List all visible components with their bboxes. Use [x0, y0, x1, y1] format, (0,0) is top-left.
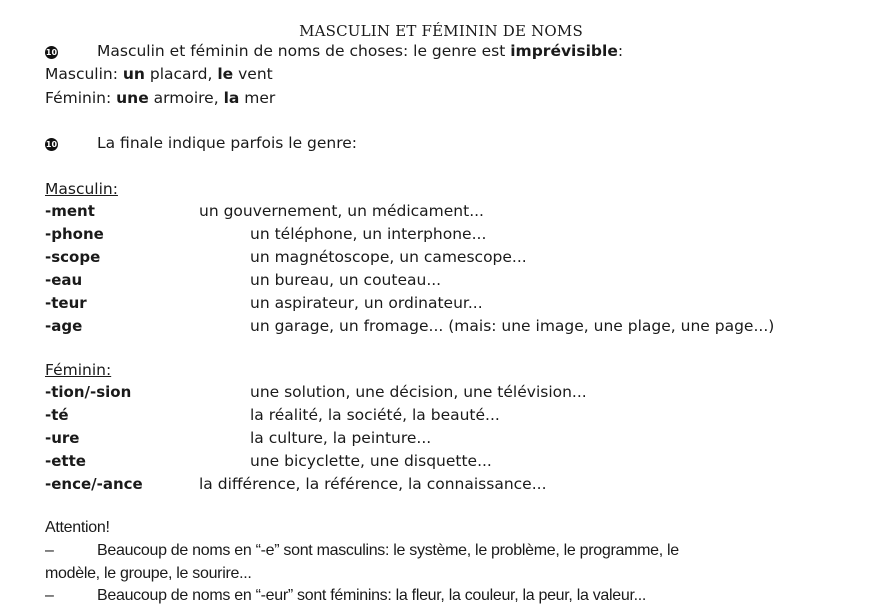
masc-article: le	[217, 65, 234, 83]
list-item	[0, 406, 882, 426]
list-item	[0, 429, 882, 449]
masc-word: vent	[233, 65, 273, 83]
heading-text: Masculin et féminin de noms de choses: le genre est	[97, 42, 511, 60]
fem-word: armoire,	[148, 89, 224, 107]
heading-colon: :	[617, 42, 624, 60]
suffix: -teur	[45, 294, 87, 312]
heading-emphasis: imprévisible	[510, 42, 618, 60]
masculin-label	[45, 179, 118, 199]
feminin-label-text: Féminin:	[45, 361, 112, 379]
fem-article: une	[116, 89, 149, 107]
page-title: MASCULIN ET FÉMININ DE NOMS	[299, 22, 583, 40]
dash: –	[45, 587, 54, 604]
suffix: -ure	[45, 429, 80, 447]
attention-label: Attention!	[45, 519, 110, 536]
suffix: -phone	[45, 225, 104, 243]
list-item	[0, 475, 882, 495]
examples: un bureau, un couteau...	[250, 271, 442, 289]
examples: la culture, la peinture...	[250, 429, 432, 447]
masc-label: Masculin:	[45, 65, 123, 83]
suffix: -ence/-ance	[45, 475, 143, 493]
section2-heading	[45, 133, 358, 153]
examples: une bicyclette, une disquette...	[250, 452, 492, 470]
list-item	[0, 383, 882, 403]
list-item	[0, 248, 882, 268]
heading-text: La finale indique parfois le genre:	[97, 134, 358, 152]
examples: un garage, un fromage... (mais: une image, une plage, une page...)	[250, 317, 775, 335]
suffix: -té	[45, 406, 69, 424]
examples: une solution, une décision, une télévision...	[250, 383, 587, 401]
suffix: -tion/-sion	[45, 383, 132, 401]
list-item	[0, 294, 882, 314]
numbered-circle-icon: 10	[45, 140, 58, 149]
suffix: -scope	[45, 248, 101, 266]
examples: la réalité, la société, la beauté...	[250, 406, 500, 424]
list-item	[0, 225, 882, 245]
list-item	[0, 317, 882, 337]
masc-article: un	[122, 65, 145, 83]
list-item	[0, 271, 882, 291]
examples: la différence, la référence, la connaissance...	[199, 475, 547, 493]
attention-note-1-cont: modèle, le groupe, le sourire...	[45, 565, 252, 582]
examples: un gouvernement, un médicament...	[199, 202, 484, 220]
list-item	[0, 202, 882, 222]
list-item	[0, 452, 882, 472]
note-text: Beaucoup de noms en “-e” sont masculins: le système, le problème, le programme, le	[97, 542, 679, 559]
feminin-example-line	[45, 88, 275, 108]
suffix: -ment	[45, 202, 95, 220]
fem-word: mer	[239, 89, 276, 107]
fem-article: la	[223, 89, 240, 107]
dash: –	[45, 542, 54, 559]
masculin-label-text: Masculin:	[45, 180, 118, 198]
numbered-circle-icon: 10	[45, 48, 58, 57]
suffix: -ette	[45, 452, 86, 470]
fem-label: Féminin:	[45, 89, 117, 107]
masculin-example-line	[45, 64, 273, 84]
suffix: -eau	[45, 271, 83, 289]
examples: un téléphone, un interphone...	[250, 225, 487, 243]
section1-heading	[45, 41, 624, 61]
note-text: Beaucoup de noms en “-eur” sont féminins: la fleur, la couleur, la peur, la valeur...	[97, 587, 647, 604]
masc-word: placard,	[144, 65, 218, 83]
examples: un magnétoscope, un camescope...	[250, 248, 527, 266]
suffix: -age	[45, 317, 83, 335]
examples: un aspirateur, un ordinateur...	[250, 294, 483, 312]
feminin-label	[45, 360, 111, 380]
